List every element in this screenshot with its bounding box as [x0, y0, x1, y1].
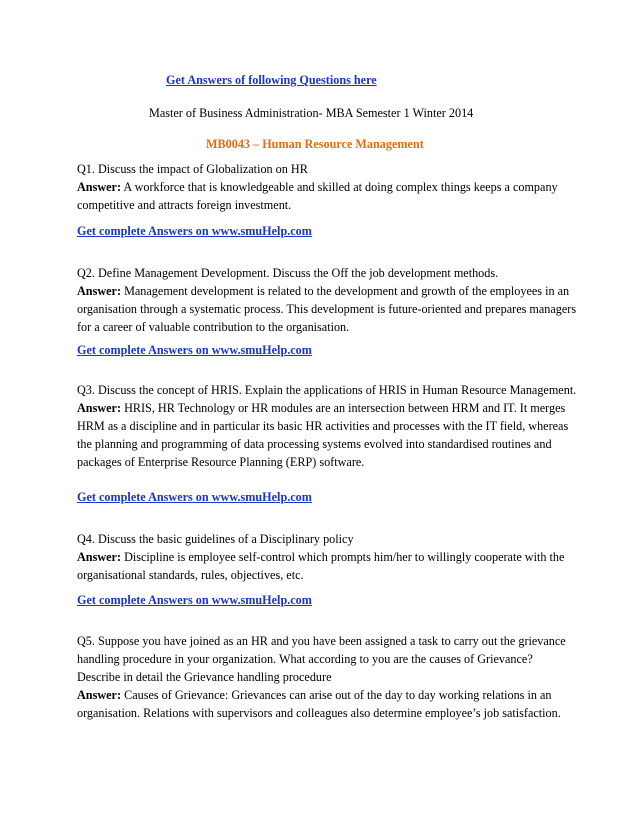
answer-text	[77, 548, 577, 584]
answer-text	[77, 178, 577, 214]
answer-text	[77, 686, 577, 722]
qa-block-1	[77, 160, 577, 214]
qa-block-4	[77, 530, 577, 584]
answer-label: Answer:	[77, 284, 122, 298]
qa-block-3	[77, 381, 577, 471]
answer-text	[77, 282, 577, 336]
answer-body: HRIS, HR Technology or HR modules are an intersection between HRM and IT. It merges HRM as a discipline and in particular its basic HR activities and processes with the IT field, whereas the planning and programming of data processing systems evolved into standardised routines and packages of Enterprise Resource Planning (ERP) software.	[77, 401, 569, 469]
question-text: Q1. Discuss the impact of Globalization on HR	[77, 162, 308, 176]
get-answers-header-link[interactable]: Get Answers of following Questions here	[166, 73, 377, 87]
answer-body: A workforce that is knowledgeable and skilled at doing complex things keeps a company competitive and attracts foreign investment.	[77, 180, 558, 212]
answer-label: Answer:	[77, 401, 122, 415]
answer-body: Discipline is employee self-control which prompts him/her to willingly cooperate with the organisational standards, rules, objectives, etc.	[77, 550, 565, 582]
qa-block-2	[77, 264, 577, 336]
qa-block-5	[77, 632, 577, 722]
complete-answers-link-3[interactable]: Get complete Answers on www.smuHelp.com	[77, 490, 312, 504]
question-text: Q2. Define Management Development. Discuss the Off the job development methods.	[77, 266, 499, 280]
answer-label: Answer:	[77, 180, 122, 194]
program-subtitle: Master of Business Administration- MBA Semester 1 Winter 2014	[149, 106, 474, 120]
answer-body: Management development is related to the development and growth of the employees in an organisation through a systematic process. This development is future-oriented and prepares managers for a career of valuable contribution to the organisation.	[77, 284, 577, 334]
question-text: Q4. Discuss the basic guidelines of a Disciplinary policy	[77, 532, 354, 546]
course-title: MB0043 – Human Resource Management	[206, 137, 424, 151]
answer-label: Answer:	[77, 550, 122, 564]
answer-body: Causes of Grievance: Grievances can arise out of the day to day working relations in an organisation. Relations with supervisors and colleagues also determine employee’s job satisfaction.	[77, 688, 561, 720]
complete-answers-link-2[interactable]: Get complete Answers on www.smuHelp.com	[77, 343, 312, 357]
question-text: Q3. Discuss the concept of HRIS. Explain the applications of HRIS in Human Resource Management.	[77, 383, 577, 397]
question-text: Q5. Suppose you have joined as an HR and you have been assigned a task to carry out the grievance handling procedure in your organization. What according to you are the causes of Grievance? Describe in detail the Grievance handling procedure	[77, 634, 566, 684]
answer-text	[77, 399, 577, 471]
answer-label: Answer:	[77, 688, 122, 702]
complete-answers-link-1[interactable]: Get complete Answers on www.smuHelp.com	[77, 224, 312, 238]
complete-answers-link-4[interactable]: Get complete Answers on www.smuHelp.com	[77, 593, 312, 607]
